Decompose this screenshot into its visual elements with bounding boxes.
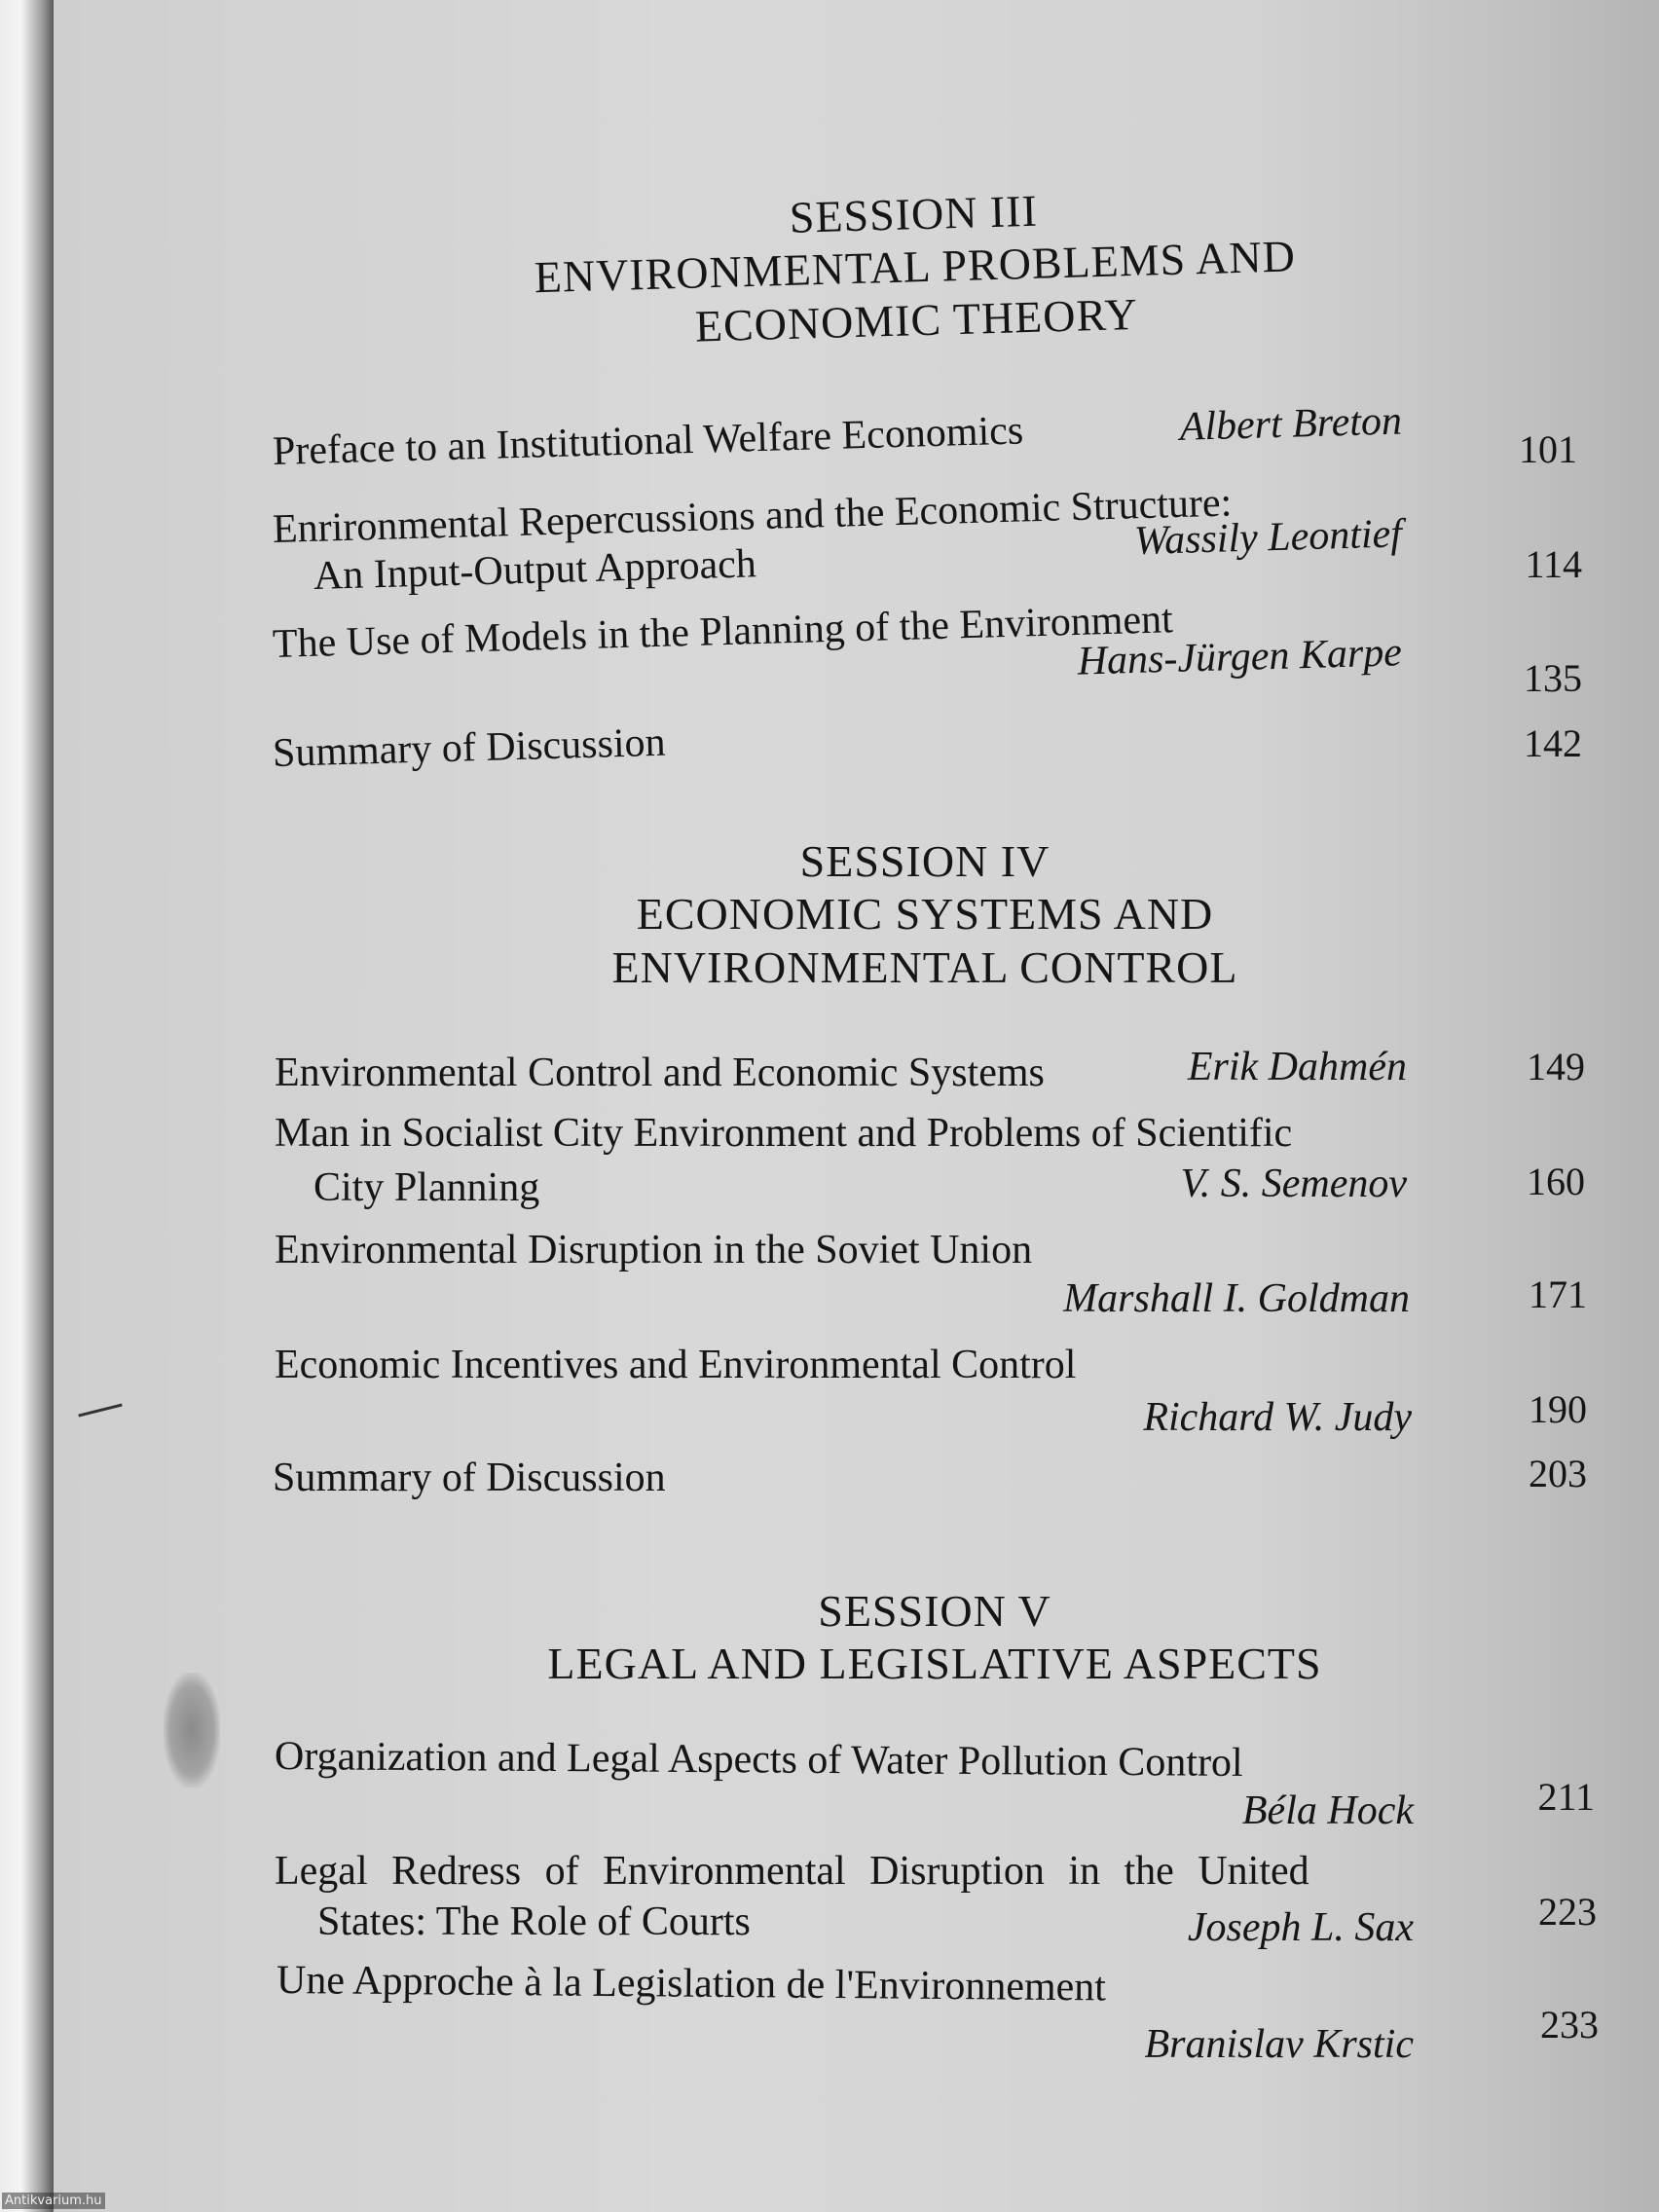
toc-entry-page: 203: [1529, 1452, 1587, 1495]
toc-entry-page: 190: [1529, 1387, 1587, 1431]
toc-entry-author: Marshall I. Goldman: [1063, 1276, 1410, 1321]
toc-entry-title: Summary of Discussion: [272, 719, 667, 776]
toc-entry-title: Legal Redress of Environmental Disruption in the United: [275, 1849, 1309, 1894]
toc-entry-author: Joseph L. Sax: [1187, 1905, 1414, 1950]
toc-entry-page: 101: [1519, 427, 1577, 471]
session-heading: SESSION III: [789, 185, 1039, 242]
toc-entry-title: The Use of Models in the Planning of the Environment: [272, 597, 1174, 667]
toc-entry-page: 171: [1529, 1272, 1587, 1316]
toc-entry-page: 211: [1537, 1775, 1595, 1819]
session-heading: SESSION V: [818, 1586, 1051, 1636]
paper-smudge: [164, 1673, 220, 1788]
toc-entry-author: Branislav Krstic: [1144, 2022, 1414, 2067]
toc-entry-title: Preface to an Institutional Welfare Economics: [272, 408, 1024, 474]
toc-entry-page: 135: [1524, 656, 1582, 700]
session-title-line: LEGAL AND LEGISLATIVE ASPECTS: [547, 1639, 1322, 1689]
toc-entry-title-continued: An Input-Output Approach: [313, 541, 757, 599]
session-title-line: ENVIRONMENTAL PROBLEMS AND: [534, 231, 1297, 303]
toc-entry-title-continued: States: The Role of Courts: [317, 1899, 751, 1944]
toc-entry-title: Economic Incentives and Environmental Control: [275, 1343, 1077, 1387]
site-watermark: Antikvarium.hu: [2, 2193, 105, 2209]
session-title-line: ECONOMIC SYSTEMS AND: [636, 889, 1214, 940]
toc-entry-author: V. S. Semenov: [1180, 1161, 1407, 1206]
book-gutter: [0, 0, 54, 2212]
session-iii-header: [504, 177, 1326, 358]
toc-entry-title: Summary of Discussion: [273, 1456, 666, 1500]
session-iv-header: [526, 835, 1324, 994]
toc-entry-author: Albert Breton: [1179, 398, 1403, 450]
toc-entry-page: 160: [1527, 1160, 1585, 1203]
toc-entry-title: Environmental Disruption in the Soviet Union: [275, 1228, 1033, 1272]
toc-entry-title: Organization and Legal Aspects of Water Pollution Control: [274, 1734, 1243, 1786]
toc-entry-author: Béla Hock: [1241, 1788, 1414, 1833]
session-title-line: ENVIRONMENTAL CONTROL: [611, 941, 1238, 992]
session-heading: SESSION IV: [799, 836, 1051, 886]
session-v-header: [487, 1585, 1382, 1691]
toc-entry-page: 233: [1540, 2003, 1599, 2046]
toc-entry-author: Wassily Leontief: [1133, 511, 1403, 565]
session-title-line: ECONOMIC THEORY: [694, 288, 1139, 351]
toc-entry-page: 149: [1527, 1045, 1585, 1088]
toc-entry-title: Enrironmental Repercussions and the Economic Structure:: [272, 480, 1233, 552]
toc-entry-page: 142: [1524, 721, 1582, 765]
toc-entry-page: 114: [1525, 542, 1582, 586]
toc-entry-title-continued: City Planning: [313, 1165, 540, 1210]
toc-entry-title: Une Approche à la Legislation de l'Environnement: [276, 1958, 1107, 2010]
toc-entry-author: Richard W. Judy: [1143, 1395, 1412, 1440]
toc-entry-title: Environmental Control and Economic Systems: [275, 1051, 1045, 1095]
toc-entry-author: Erik Dahmén: [1187, 1045, 1407, 1089]
toc-entry-author: Hans-Jürgen Karpe: [1077, 630, 1403, 684]
toc-entry-title: Man in Socialist City Environment and Problems of Scientific: [275, 1111, 1293, 1156]
toc-entry-page: 223: [1538, 1890, 1597, 1934]
